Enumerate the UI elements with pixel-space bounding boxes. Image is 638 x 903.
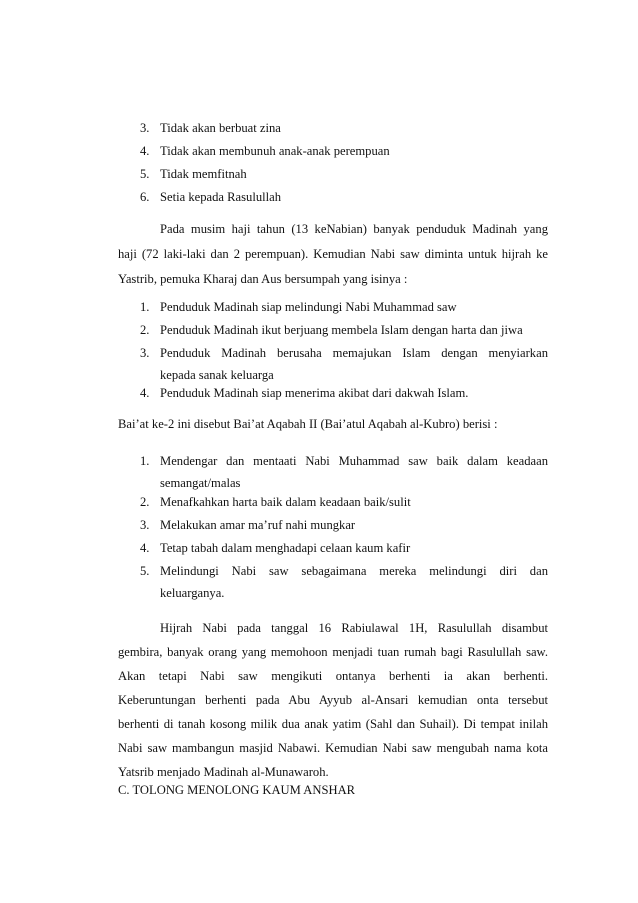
baiat-intro — [118, 413, 548, 435]
list-number: 3. — [140, 346, 150, 360]
list-number: 1. — [140, 300, 150, 314]
list-item — [140, 382, 548, 404]
paragraph-line: Hijrah Nabi pada tanggal 16 Rabiulawal 1H, Rasulullah disambut — [160, 621, 548, 635]
list-item — [140, 514, 548, 536]
list-number: 4. — [140, 386, 150, 400]
list-text: Penduduk Madinah berusaha memajukan Islam dengan menyiarkan — [160, 346, 548, 360]
list-item — [140, 560, 548, 604]
list-number: 4. — [140, 541, 150, 555]
list-text: Mendengar dan mentaati Nabi Muhammad saw baik dalam keadaan — [160, 454, 548, 468]
list-text: Penduduk Madinah ikut berjuang membela Islam dengan harta dan jiwa — [160, 323, 523, 337]
list-item — [140, 117, 548, 139]
list-text: Setia kepada Rasulullah — [160, 190, 282, 204]
list-number: 6. — [140, 190, 150, 204]
list-text-continued: keluarganya. — [160, 586, 225, 600]
list-number: 2. — [140, 323, 150, 337]
paragraph-line: berhenti di tanah kosong milik dua anak yatim (Sahl dan Suhail). Di tempat inilah — [118, 717, 548, 731]
list-number: 5. — [140, 167, 150, 181]
list-text-continued: semangat/malas — [160, 476, 241, 490]
list-number: 5. — [140, 564, 150, 578]
list-item — [140, 450, 548, 494]
list-text-continued: kepada sanak keluarga — [160, 368, 274, 382]
paragraph-line: Yastrib, pemuka Kharaj dan Aus bersumpah yang isinya : — [118, 272, 408, 286]
list-text: Melindungi Nabi saw sebagaimana mereka melindungi diri dan — [160, 564, 548, 578]
list-text: Menafkahkan harta baik dalam keadaan baik/sulit — [160, 495, 411, 509]
paragraph-line: Nabi saw mambangun masjid Nabawi. Kemudian Nabi saw mengubah nama kota — [118, 741, 548, 755]
list-item — [140, 296, 548, 318]
list-item — [140, 186, 548, 208]
list-item — [140, 342, 548, 386]
paragraph-line: haji (72 laki-laki dan 2 perempuan). Kemudian Nabi saw diminta untuk hijrah ke — [118, 247, 548, 261]
list-item — [140, 319, 548, 341]
list-number: 3. — [140, 518, 150, 532]
paragraph-line: Yatsrib menjado Madinah al-Munawaroh. — [118, 765, 329, 779]
paragraph-hijrah — [118, 617, 548, 783]
paragraph-line: Akan tetapi Nabi saw mengikuti ontanya berhenti ia akan berhenti. — [118, 669, 548, 683]
list-text: Tidak memfitnah — [160, 167, 247, 181]
paragraph-line: Pada musim haji tahun (13 keNabian) banyak penduduk Madinah yang — [160, 222, 548, 236]
list-text: Tidak akan berbuat zina — [160, 121, 281, 135]
list-text: Melakukan amar ma’ruf nahi mungkar — [160, 518, 356, 532]
list-item — [140, 140, 548, 162]
list-text: Tidak akan membunuh anak-anak perempuan — [160, 144, 390, 158]
list-number: 2. — [140, 495, 150, 509]
list-text: Tetap tabah dalam menghadapi celaan kaum kafir — [160, 541, 411, 555]
list-text: Penduduk Madinah siap menerima akibat dari dakwah Islam. — [160, 386, 469, 400]
paragraph-musim-haji — [118, 218, 548, 290]
list-number: 4. — [140, 144, 150, 158]
paragraph-line: Bai’at ke-2 ini disebut Bai’at Aqabah II (Bai’atul Aqabah al-Kubro) berisi : — [118, 417, 498, 431]
list-number: 1. — [140, 454, 150, 468]
section-heading: C. TOLONG MENOLONG KAUM ANSHAR — [118, 783, 356, 797]
paragraph-line: Keberuntungan berhenti pada Abu Ayyub al-Ansari kemudian onta tersebut — [118, 693, 548, 707]
paragraph-line: gembira, banyak orang yang memohoon menjadi tuan rumah bagi Rasulullah saw. — [118, 645, 548, 659]
list-item — [140, 163, 548, 185]
list-item — [140, 491, 548, 513]
list-item — [140, 537, 548, 559]
list-number: 3. — [140, 121, 150, 135]
list-text: Penduduk Madinah siap melindungi Nabi Muhammad saw — [160, 300, 457, 314]
